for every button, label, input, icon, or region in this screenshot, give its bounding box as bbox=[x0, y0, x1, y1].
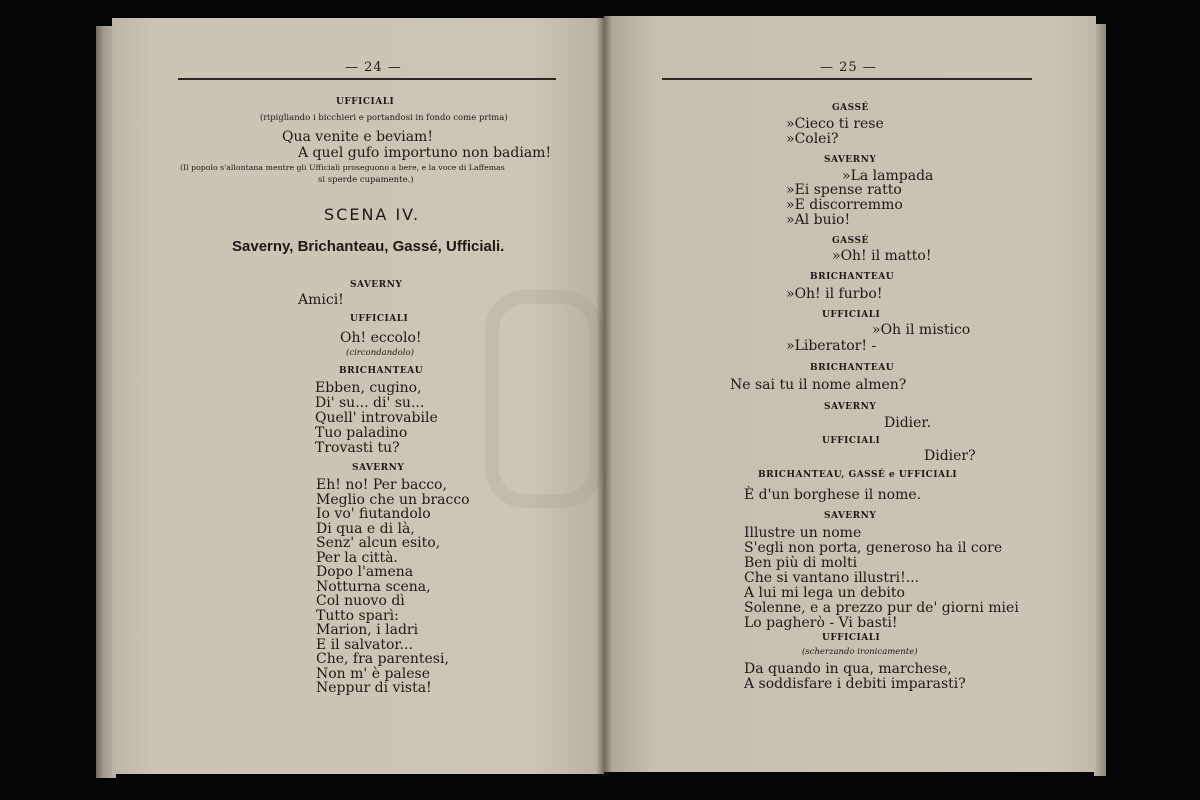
verse-line: Illustre un nome bbox=[744, 525, 862, 541]
speaker-saverny: SAVERNY bbox=[352, 463, 405, 473]
verse-line: »Oh il mistico bbox=[872, 322, 971, 338]
speaker-ufficiali: UFFICIALI bbox=[822, 633, 881, 643]
verse-line: S'egli non porta, generoso ha il core bbox=[744, 540, 1003, 556]
page-number-right: — 25 — bbox=[820, 60, 877, 75]
scene-title: SCENA IV. bbox=[324, 205, 421, 224]
verse-line: Neppur di vista! bbox=[316, 680, 432, 696]
brichanteau-verse bbox=[315, 381, 438, 456]
verse-line: E il salvator... bbox=[316, 636, 413, 653]
stage-direction: si sperde cupamente.) bbox=[318, 175, 414, 185]
speaker-brichanteau: BRICHANTEAU bbox=[339, 366, 424, 376]
verse-line: Meglio che un bracco bbox=[316, 491, 470, 508]
verse-line: »Al buio! bbox=[786, 212, 851, 228]
speaker-brichanteau: BRICHANTEAU bbox=[810, 363, 895, 373]
verse-line: Ebben, cugino, bbox=[315, 380, 422, 396]
speaker-ufficiali: UFFICIALI bbox=[822, 436, 881, 446]
verse-line: »Oh! il matto! bbox=[832, 248, 932, 264]
saverny-verse bbox=[316, 478, 470, 696]
speaker-gasse: GASSÉ bbox=[832, 236, 869, 246]
stage-direction: (circondandolo) bbox=[346, 348, 414, 358]
stage-direction: (Il popolo s'allontana mentre gli Ufficiali proseguono a bere, e la voce di Laffemas bbox=[180, 163, 505, 172]
stage-direction: (scherzando ironicamente) bbox=[802, 647, 918, 657]
speaker-group: BRICHANTEAU, GASSÉ e UFFICIALI bbox=[758, 470, 958, 480]
page-number-left: — 24 — bbox=[345, 60, 402, 75]
verse-line: Che, fra parentesi, bbox=[316, 651, 449, 667]
verse-line: Senz' alcun esito, bbox=[316, 535, 441, 551]
verse-line: Di qua e di là, bbox=[316, 520, 415, 537]
verse-line: »Cieco ti rese bbox=[786, 116, 884, 132]
verse-line: Che si vantano illustri!... bbox=[744, 570, 920, 586]
scene-characters: Saverny, Brichanteau, Gassé, Ufficiali. bbox=[232, 238, 505, 255]
header-rule-left bbox=[178, 78, 556, 80]
verse-line: »Oh! il furbo! bbox=[786, 286, 883, 302]
ufficiali-verse bbox=[744, 662, 966, 692]
verse-line: Ben più di molti bbox=[744, 555, 858, 571]
watermark bbox=[485, 290, 603, 508]
stage-direction: (ripigliando i bicchieri e portandosi in fondo come prima) bbox=[260, 113, 508, 123]
verse-line: Qua venite e beviam! bbox=[282, 129, 433, 145]
verse-line: A quel gufo importuno non badiam! bbox=[298, 145, 552, 161]
speaker-ufficiali: UFFICIALI bbox=[822, 310, 881, 320]
verse-line: Quell' introvabile bbox=[315, 410, 438, 426]
verse-line: Oh! eccolo! bbox=[340, 330, 422, 346]
speaker-ufficiali: UFFICIALI bbox=[336, 97, 395, 107]
speaker-brichanteau: BRICHANTEAU bbox=[810, 272, 895, 282]
verse-line: »Ei spense ratto bbox=[786, 182, 902, 198]
header-rule-right bbox=[662, 78, 1032, 80]
verse-line: A soddisfare i debiti imparasti? bbox=[744, 676, 966, 692]
verse-line: »La lampada bbox=[842, 168, 934, 184]
verse-line: Per la città. bbox=[316, 549, 398, 566]
verse-line: »Colei? bbox=[786, 131, 839, 147]
verse-line: Lo pagherò - Vi basti! bbox=[744, 615, 898, 631]
saverny-verse-long bbox=[744, 526, 1019, 631]
verse-line: Trovasti tu? bbox=[315, 440, 400, 456]
verse-line: Da quando in qua, marchese, bbox=[744, 661, 952, 677]
verse-line: Solenne, e a prezzo pur de' giorni miei bbox=[744, 600, 1019, 616]
speaker-saverny: SAVERNY bbox=[824, 402, 877, 412]
verse-line: Tutto sparì: bbox=[316, 607, 399, 624]
verse-line: Didier. bbox=[884, 415, 932, 431]
verse-line: »E discorremmo bbox=[786, 197, 903, 213]
verse-line: Io vo' fiutandolo bbox=[316, 506, 431, 522]
verse-line: È d'un borghese il nome. bbox=[744, 487, 922, 503]
book-gutter bbox=[596, 16, 612, 776]
verse-line: Non m' è palese bbox=[316, 665, 430, 682]
verse-line: Eh! no! Per bacco, bbox=[316, 477, 447, 493]
speaker-saverny: SAVERNY bbox=[824, 511, 877, 521]
speaker-ufficiali: UFFICIALI bbox=[350, 314, 409, 324]
verse-line: A lui mi lega un debito bbox=[744, 585, 905, 601]
verse-line: Ne sai tu il nome almen? bbox=[730, 377, 907, 393]
speaker-gasse: GASSÉ bbox=[832, 103, 869, 113]
verse-line: Amici! bbox=[298, 292, 344, 308]
verse-line: Marion, i ladri bbox=[316, 622, 419, 638]
verse-line: »Liberator! - bbox=[786, 338, 877, 354]
speaker-saverny: SAVERNY bbox=[350, 280, 403, 290]
verse-line: Di' su... di' su... bbox=[315, 395, 425, 411]
verse-line: Col nuovo dì bbox=[316, 593, 405, 609]
verse-line: Notturna scena, bbox=[316, 578, 431, 595]
verse-line: Dopo l'amena bbox=[316, 564, 414, 580]
gasse-verse bbox=[786, 117, 884, 147]
verse-line: Didier? bbox=[924, 448, 976, 464]
speaker-saverny: SAVERNY bbox=[824, 155, 877, 165]
saverny-verse-right bbox=[786, 183, 903, 228]
verse-line: Tuo paladino bbox=[315, 425, 408, 441]
